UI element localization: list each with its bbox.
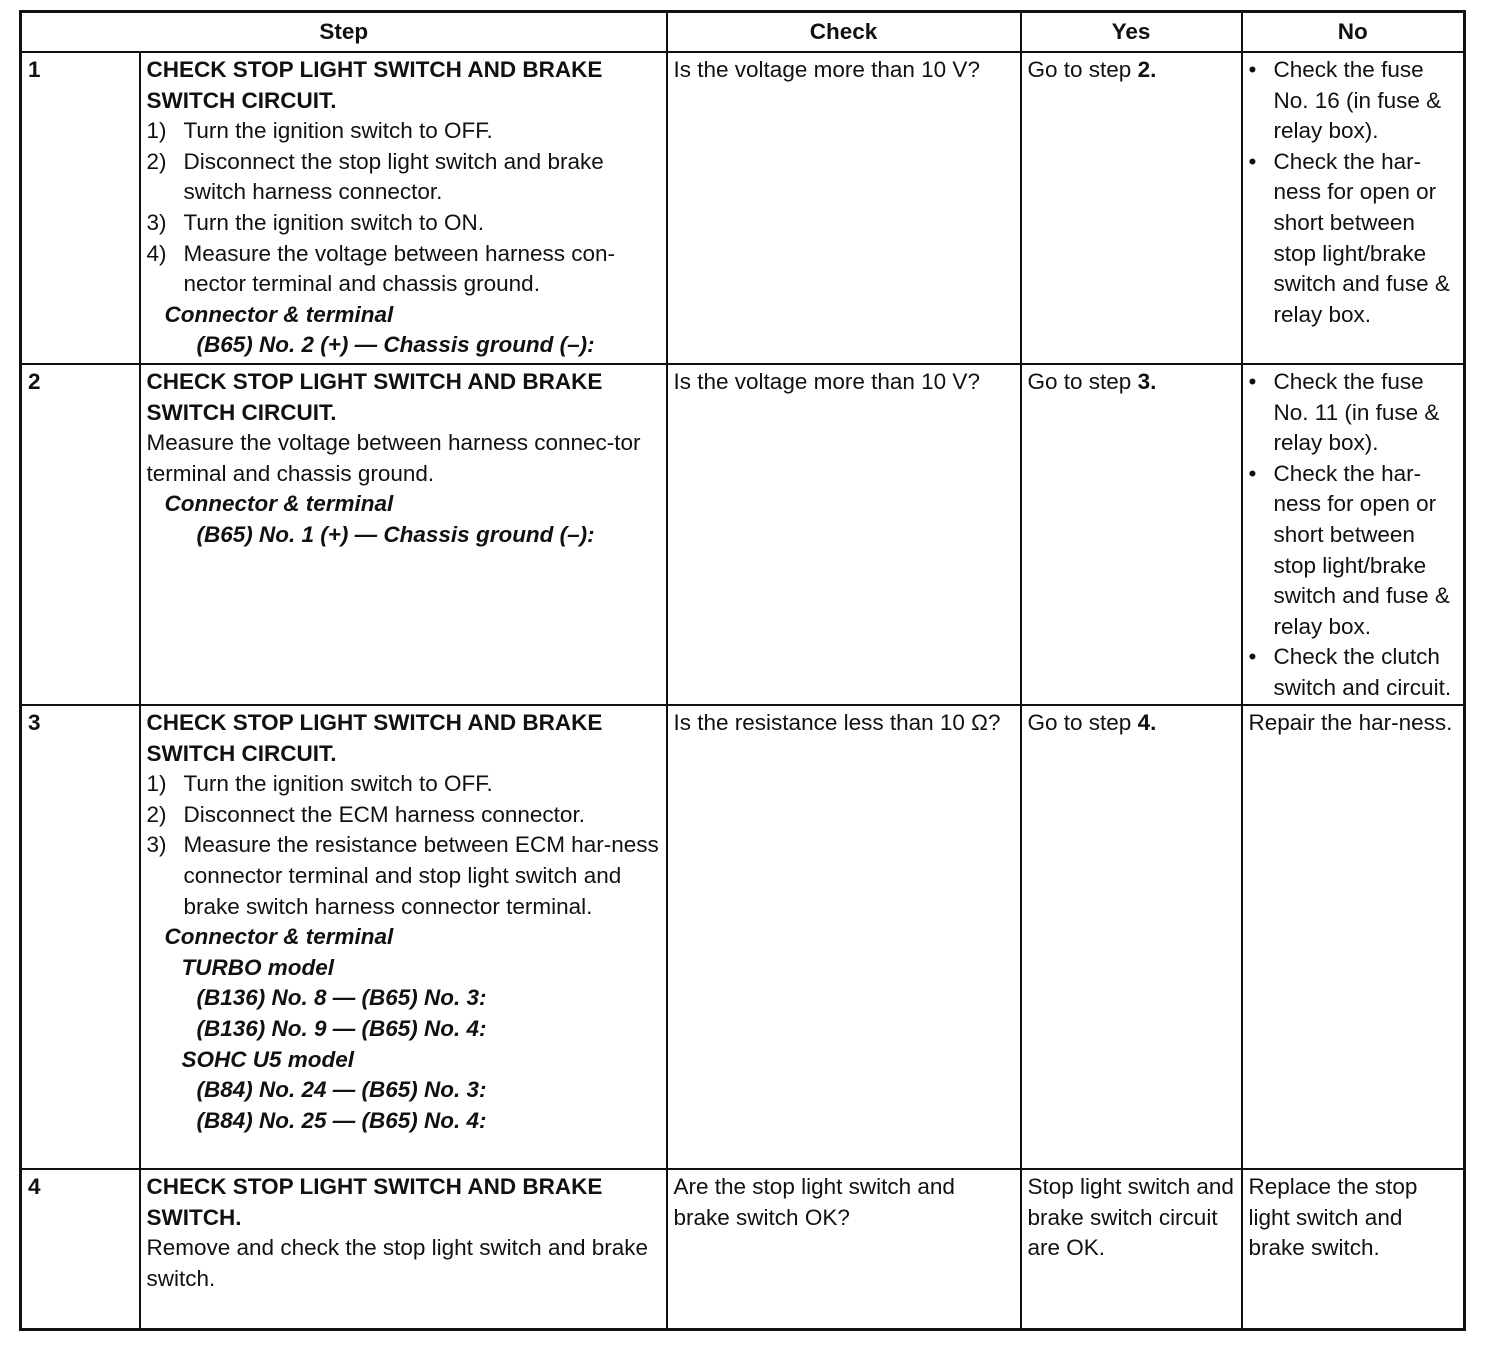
step-content xyxy=(140,705,667,1169)
list-item: • Check the fuse No. 16 (in fuse & relay box). xyxy=(1248,57,1442,144)
yes-cell: Go to step 2. xyxy=(1021,52,1242,364)
table-row xyxy=(21,1169,1465,1329)
header-row xyxy=(21,12,1465,53)
check-cell: Are the stop light switch and brake switch OK? xyxy=(667,1169,1021,1329)
list-item: • Check the har-ness for open or short between stop light/brake switch and fuse & relay box. xyxy=(1248,460,1450,639)
step-number: 4 xyxy=(21,1169,140,1329)
terminal-spec: (B65) No. 2 (+) — Chassis ground (–): xyxy=(196,332,595,358)
terminal-spec: (B65) No. 1 (+) — Chassis ground (–): xyxy=(196,521,595,547)
list-item: 1) Turn the ignition switch to OFF. xyxy=(146,118,493,144)
terminal-spec: (B136) No. 9 — (B65) No. 4: xyxy=(196,1015,487,1041)
yes-cell: Go to step 4. xyxy=(1021,705,1242,1169)
connector-label: Connector & terminal xyxy=(164,491,394,517)
connector-label: Connector & terminal xyxy=(164,301,394,327)
step-content xyxy=(140,364,667,705)
model-name: TURBO model xyxy=(181,954,335,980)
list-item: 3) Measure the resistance between ECM har-ness connector terminal and stop light switch and brake switch harness connector terminal. xyxy=(146,832,659,919)
check-cell: Is the voltage more than 10 V? xyxy=(667,364,1021,705)
model-name: SOHC U5 model xyxy=(181,1046,355,1072)
list-item: 1) Turn the ignition switch to OFF. xyxy=(146,771,493,797)
terminal-spec: (B136) No. 8 — (B65) No. 3: xyxy=(196,985,487,1011)
list-item: • Check the har-ness for open or short between stop light/brake switch and fuse & relay box. xyxy=(1248,148,1450,327)
header-step: Step xyxy=(21,12,667,53)
step-number: 2 xyxy=(21,364,140,705)
step-title: CHECK STOP LIGHT SWITCH AND BRAKE SWITCH CIRCUIT. xyxy=(146,57,603,113)
terminal-spec: (B84) No. 25 — (B65) No. 4: xyxy=(196,1107,487,1133)
step-content xyxy=(140,1169,667,1329)
list-item: • Check the fuse No. 11 (in fuse & relay box). xyxy=(1248,369,1440,456)
no-cell: Repair the har-ness. xyxy=(1242,705,1465,1169)
no-cell xyxy=(1242,364,1465,705)
terminal-spec: (B84) No. 24 — (B65) No. 3: xyxy=(196,1077,487,1103)
check-cell: Is the voltage more than 10 V? xyxy=(667,52,1021,364)
step-description: Remove and check the stop light switch and brake switch. xyxy=(146,1235,649,1291)
step-title: CHECK STOP LIGHT SWITCH AND BRAKE SWITCH CIRCUIT. xyxy=(146,369,603,425)
list-item: 4) Measure the voltage between harness con-nector terminal and chassis ground. xyxy=(146,240,616,297)
step-title: CHECK STOP LIGHT SWITCH AND BRAKE SWITCH CIRCUIT. xyxy=(146,710,603,766)
header-yes: Yes xyxy=(1021,12,1242,53)
list-item: 3) Turn the ignition switch to ON. xyxy=(146,209,485,235)
check-cell: Is the resistance less than 10 Ω? xyxy=(667,705,1021,1169)
no-cell xyxy=(1242,52,1465,364)
step-number: 3 xyxy=(21,705,140,1169)
table-row xyxy=(21,52,1465,364)
list-item: • Check the clutch switch and circuit. xyxy=(1248,644,1452,700)
step-title: CHECK STOP LIGHT SWITCH AND BRAKE SWITCH. xyxy=(146,1174,603,1230)
table-row xyxy=(21,364,1465,705)
no-cell: Replace the stop light switch and brake switch. xyxy=(1242,1169,1465,1329)
header-check: Check xyxy=(667,12,1021,53)
header-no: No xyxy=(1242,12,1465,53)
yes-cell: Stop light switch and brake switch circuit are OK. xyxy=(1021,1169,1242,1329)
yes-cell: Go to step 3. xyxy=(1021,364,1242,705)
list-item: 2) Disconnect the stop light switch and brake switch harness connector. xyxy=(146,148,604,205)
step-number: 1 xyxy=(21,52,140,364)
diagnostic-table xyxy=(19,10,1466,1331)
connector-label: Connector & terminal xyxy=(164,924,394,950)
step-description: Measure the voltage between harness connec-tor terminal and chassis ground. xyxy=(146,430,641,486)
list-item: 2) Disconnect the ECM harness connector. xyxy=(146,801,585,827)
table-row xyxy=(21,705,1465,1169)
step-content xyxy=(140,52,667,364)
